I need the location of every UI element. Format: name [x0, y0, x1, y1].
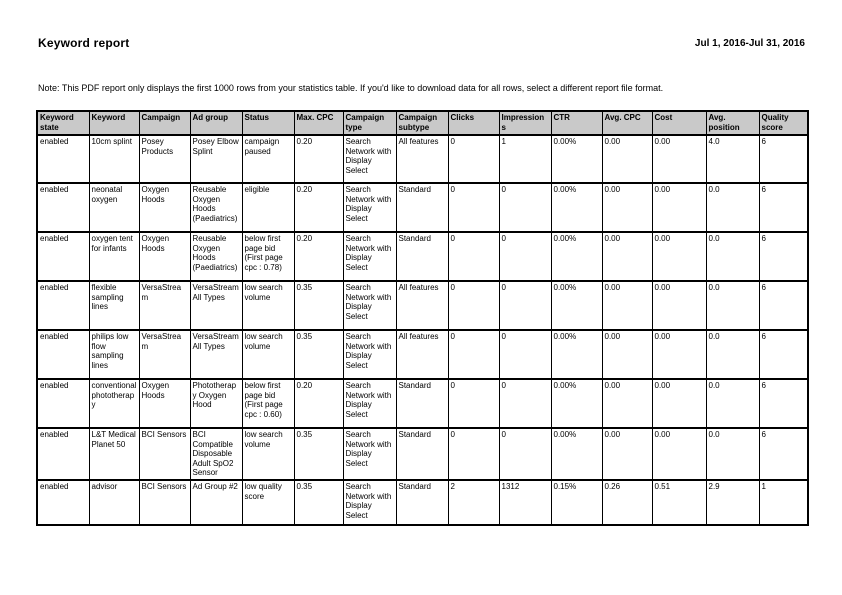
cell: 0.00: [602, 379, 652, 428]
cell: below first page bid (First page cpc : 0.60): [242, 379, 294, 428]
column-header-7: Campaign subtype: [396, 111, 448, 135]
cell: campaign paused: [242, 135, 294, 183]
cell: All features: [396, 135, 448, 183]
cell: eligible: [242, 183, 294, 232]
column-header-8: Clicks: [448, 111, 499, 135]
table-row: [37, 232, 808, 281]
cell: 6: [759, 281, 808, 330]
column-header-11: Avg. CPC: [602, 111, 652, 135]
cell: 0.00: [652, 330, 706, 379]
table-row: [37, 379, 808, 428]
cell: VersaStream: [139, 281, 190, 330]
cell: enabled: [37, 135, 89, 183]
cell: 0.51: [652, 480, 706, 525]
cell: 0.0: [706, 232, 759, 281]
cell: Standard: [396, 480, 448, 525]
cell: Reusable Oxygen Hoods (Paediatrics): [190, 183, 242, 232]
cell: 0.35: [294, 480, 343, 525]
cell: neonatal oxygen: [89, 183, 139, 232]
cell: 0.20: [294, 183, 343, 232]
cell: Search Network with Display Select: [343, 232, 396, 281]
cell: All features: [396, 330, 448, 379]
cell: 0.00: [652, 232, 706, 281]
cell: Standard: [396, 379, 448, 428]
cell: 0.0: [706, 330, 759, 379]
cell: 0: [499, 281, 551, 330]
cell: 0.00%: [551, 379, 602, 428]
column-header-4: Status: [242, 111, 294, 135]
table-row: [37, 480, 808, 525]
cell: 0: [499, 232, 551, 281]
cell: oxygen tent for infants: [89, 232, 139, 281]
cell: enabled: [37, 183, 89, 232]
cell: 0.0: [706, 379, 759, 428]
cell: Oxygen Hoods: [139, 232, 190, 281]
cell: enabled: [37, 330, 89, 379]
cell: 0.00: [652, 183, 706, 232]
cell: 0: [448, 232, 499, 281]
cell: 1: [499, 135, 551, 183]
cell: Search Network with Display Select: [343, 330, 396, 379]
cell: 0: [499, 183, 551, 232]
cell: 0: [448, 183, 499, 232]
cell: BCI Sensors: [139, 480, 190, 525]
cell: 0: [448, 330, 499, 379]
cell: Search Network with Display Select: [343, 281, 396, 330]
cell: 0.00: [602, 330, 652, 379]
cell: 0: [448, 135, 499, 183]
cell: 0.00%: [551, 232, 602, 281]
cell: 1: [759, 480, 808, 525]
table-row: [37, 183, 808, 232]
cell: 0: [448, 379, 499, 428]
cell: Posey Products: [139, 135, 190, 183]
cell: 0.00: [602, 135, 652, 183]
cell: 0.00: [602, 232, 652, 281]
table-row: [37, 330, 808, 379]
cell: Standard: [396, 232, 448, 281]
cell: Search Network with Display Select: [343, 183, 396, 232]
cell: 6: [759, 135, 808, 183]
cell: 0.26: [602, 480, 652, 525]
cell: BCI Compatible Disposable Adult SpO2 Sensor: [190, 428, 242, 480]
date-range-label: Jul 1, 2016-Jul 31, 2016: [694, 38, 805, 49]
cell: Posey Elbow Splint: [190, 135, 242, 183]
cell: 0.15%: [551, 480, 602, 525]
cell: VersaStream: [139, 330, 190, 379]
cell: flexible sampling lines: [89, 281, 139, 330]
cell: 0: [448, 428, 499, 480]
column-header-5: Max. CPC: [294, 111, 343, 135]
cell: 0.00%: [551, 428, 602, 480]
cell: 0: [448, 281, 499, 330]
cell: 2.9: [706, 480, 759, 525]
cell: All features: [396, 281, 448, 330]
cell: 0.00%: [551, 135, 602, 183]
cell: Reusable Oxygen Hoods (Paediatrics): [190, 232, 242, 281]
cell: 0.20: [294, 135, 343, 183]
cell: VersaStream All Types: [190, 330, 242, 379]
cell: 0.0: [706, 281, 759, 330]
table-row: [37, 135, 808, 183]
table-body: [37, 135, 808, 525]
cell: enabled: [37, 281, 89, 330]
cell: enabled: [37, 480, 89, 525]
cell: low search volume: [242, 330, 294, 379]
cell: enabled: [37, 232, 89, 281]
cell: 6: [759, 379, 808, 428]
cell: 0.00: [652, 281, 706, 330]
cell: low search volume: [242, 428, 294, 480]
column-header-14: Quality score: [759, 111, 808, 135]
cell: BCI Sensors: [139, 428, 190, 480]
table-header: [37, 111, 808, 135]
column-header-3: Ad group: [190, 111, 242, 135]
cell: Search Network with Display Select: [343, 480, 396, 525]
cell: Oxygen Hoods: [139, 183, 190, 232]
cell: 0: [499, 379, 551, 428]
cell: Standard: [396, 428, 448, 480]
cell: 4.0: [706, 135, 759, 183]
cell: 0.00: [602, 183, 652, 232]
cell: 0.20: [294, 232, 343, 281]
cell: 0.00: [652, 379, 706, 428]
cell: 0.00%: [551, 183, 602, 232]
cell: low search volume: [242, 281, 294, 330]
cell: 0.00: [602, 281, 652, 330]
cell: advisor: [89, 480, 139, 525]
cell: low quality score: [242, 480, 294, 525]
cell: 0.35: [294, 281, 343, 330]
cell: L&T Medical Planet 50: [89, 428, 139, 480]
column-header-1: Keyword: [89, 111, 139, 135]
column-header-12: Cost: [652, 111, 706, 135]
cell: 0: [499, 428, 551, 480]
cell: Search Network with Display Select: [343, 379, 396, 428]
cell: philips low flow sampling lines: [89, 330, 139, 379]
cell: 0.00: [652, 428, 706, 480]
column-header-9: Impressions: [499, 111, 551, 135]
report-note: Note: This PDF report only displays the first 1000 rows from your statistics table. If you'd like to download data for all rows, select a different report file format.: [38, 83, 664, 93]
cell: 0.35: [294, 330, 343, 379]
cell: 0.0: [706, 183, 759, 232]
cell: below first page bid (First page cpc : 0.78): [242, 232, 294, 281]
cell: 1312: [499, 480, 551, 525]
cell: 6: [759, 183, 808, 232]
cell: Search Network with Display Select: [343, 135, 396, 183]
header-row: [37, 111, 808, 135]
column-header-0: Keyword state: [37, 111, 89, 135]
cell: 0.00: [652, 135, 706, 183]
cell: 0.0: [706, 428, 759, 480]
cell: 0: [499, 330, 551, 379]
cell: Ad Group #2: [190, 480, 242, 525]
cell: 0.00: [602, 428, 652, 480]
cell: 0.00%: [551, 281, 602, 330]
cell: Oxygen Hoods: [139, 379, 190, 428]
column-header-10: CTR: [551, 111, 602, 135]
cell: conventional phototherapy: [89, 379, 139, 428]
cell: enabled: [37, 428, 89, 480]
cell: 0.35: [294, 428, 343, 480]
cell: 10cm splint: [89, 135, 139, 183]
table-row: [37, 281, 808, 330]
cell: Search Network with Display Select: [343, 428, 396, 480]
cell: 6: [759, 428, 808, 480]
page-title: Keyword report: [38, 36, 130, 50]
keyword-report-table: [36, 110, 809, 526]
cell: Phototherapy Oxygen Hood: [190, 379, 242, 428]
cell: enabled: [37, 379, 89, 428]
column-header-2: Campaign: [139, 111, 190, 135]
cell: 0.00%: [551, 330, 602, 379]
cell: Standard: [396, 183, 448, 232]
cell: 6: [759, 330, 808, 379]
column-header-13: Avg. position: [706, 111, 759, 135]
cell: VersaStream All Types: [190, 281, 242, 330]
table-row: [37, 428, 808, 480]
cell: 6: [759, 232, 808, 281]
cell: 0.20: [294, 379, 343, 428]
column-header-6: Campaign type: [343, 111, 396, 135]
cell: 2: [448, 480, 499, 525]
